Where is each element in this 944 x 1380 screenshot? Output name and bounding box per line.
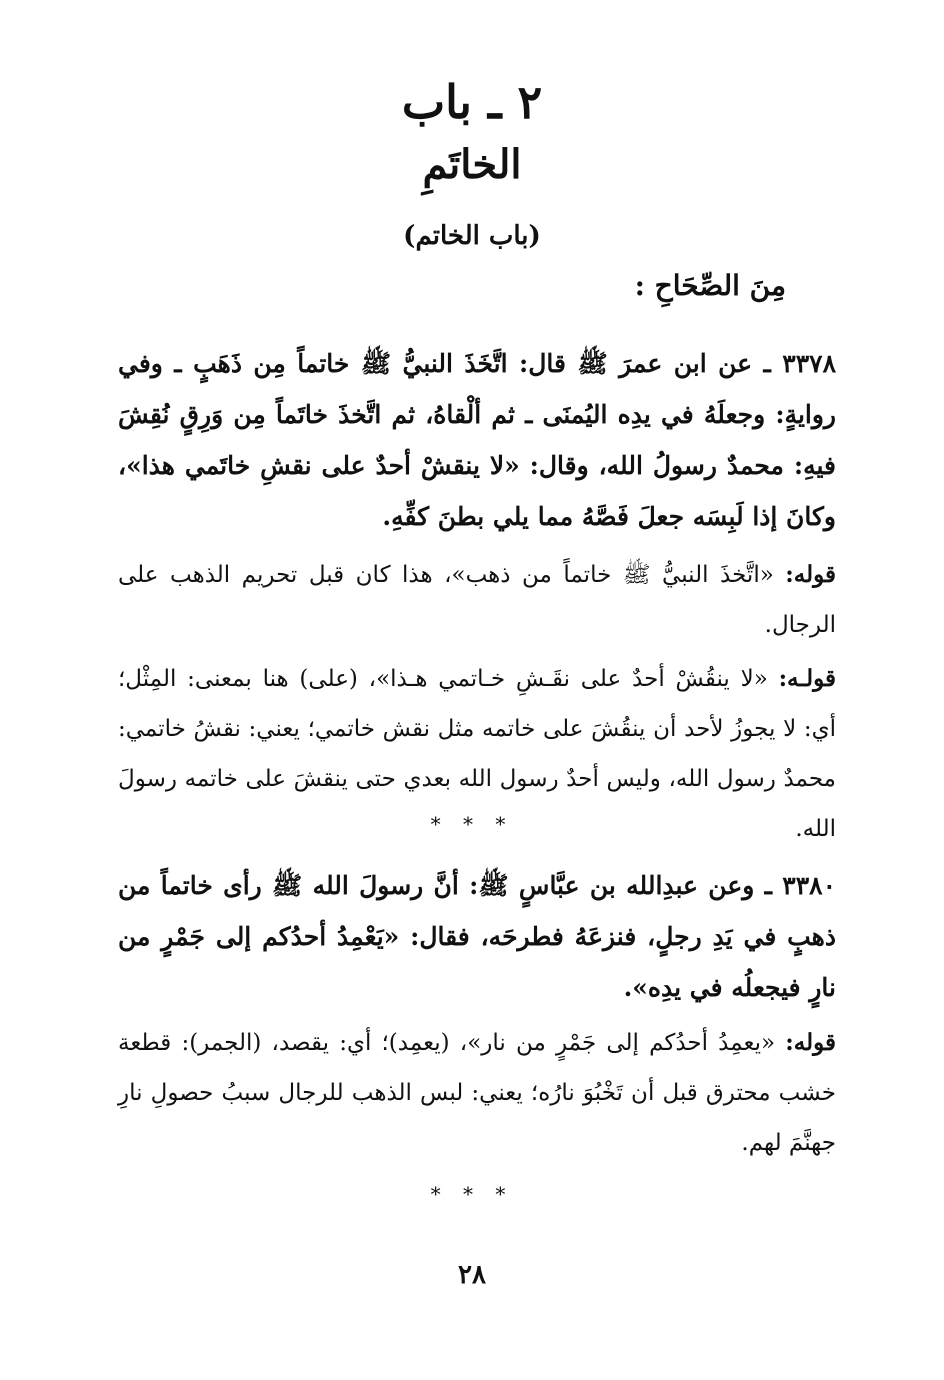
commentary-2-qawl: قولـه:: [778, 665, 837, 692]
commentary-2-text: «لا ينقُشْ أحدٌ على نقَـشِ خـاتمي هـذا»، (على) هنا بمعنى: المِثْل؛ أي: لا يجوزُ لأحد أن ينقُشَ على خاتمه مثل نقش خاتمي؛ يعني: نقشُ خاتمي: محمدٌ رسول الله، وليس أحدٌ رسول الله بعدي حتى ينقشَ على خاتمه رسولَ الله.: [118, 666, 836, 842]
chapter-subheading: الخاتَمِ: [422, 141, 522, 188]
commentary-1-text: «اتَّخذَ النبيُّ ﷺ خاتماً من ذهب»، هذا كان قبل تحريم الذهب على الرجال.: [118, 562, 836, 638]
commentary-3: [118, 1018, 836, 1168]
hadith-3380-text: ٣٣٨٠ ـ وعن عبدِالله بن عبَّاسٍ ﷺ: أنَّ رسولَ الله ﷺ رأى خاتماً من ذهبٍ في يَدِ رجلٍ، فنزعَهُ فطرحَه، فقال: «يَعْمِدُ أحدُكم إلى جَمْرٍ من نارٍ فيجعلُه في يدِه».: [118, 871, 836, 1002]
hadith-3380: [118, 860, 836, 1013]
bab-label: (باب الخاتم): [403, 221, 541, 251]
divider-2: * * *: [430, 1182, 514, 1206]
page-number: ٢٨: [458, 1260, 486, 1290]
chapter-heading: ٢ ـ باب: [401, 75, 543, 129]
divider-1: * * *: [430, 812, 514, 836]
hadith-3378-text: ٣٣٧٨ ـ عن ابن عمرَ ﷺ قال: اتَّخَذَ النبيُّ ﷺ خاتماً مِن ذَهَبٍ ـ وفي روايةٍ: وجعلَهُ في يدِه اليُمنَى ـ ثم ألْقاهُ، ثم اتَّخذَ خاتَماً مِن وَرِقٍ نُقِشَ فيهِ: محمدٌ رسولُ الله، وقال: «لا ينقشْ أحدٌ على نقشِ خاتَمي هذا»، وكانَ إذا لَبِسَه جعلَ فَصَّهُ مما يلي بطنَ كفِّهِ.: [118, 349, 836, 531]
commentary-3-qawl: قوله:: [785, 1029, 836, 1056]
hadith-3378: [118, 338, 836, 542]
section-label: مِنَ الصِّحَاحِ :: [634, 269, 786, 302]
commentary-1: [118, 550, 836, 650]
commentary-3-text: «يعمِدُ أحدُكم إلى جَمْرٍ من نار»، (يعمِد)؛ أي: يقصد، (الجمر): قطعة خشب محترق قبل أن تَخْبُوَ نارُه؛ يعني: لبس الذهب للرجال سببُ حصولِ نارِ جهنَّمَ لهم.: [118, 1030, 836, 1156]
commentary-1-qawl: قوله:: [785, 561, 837, 588]
